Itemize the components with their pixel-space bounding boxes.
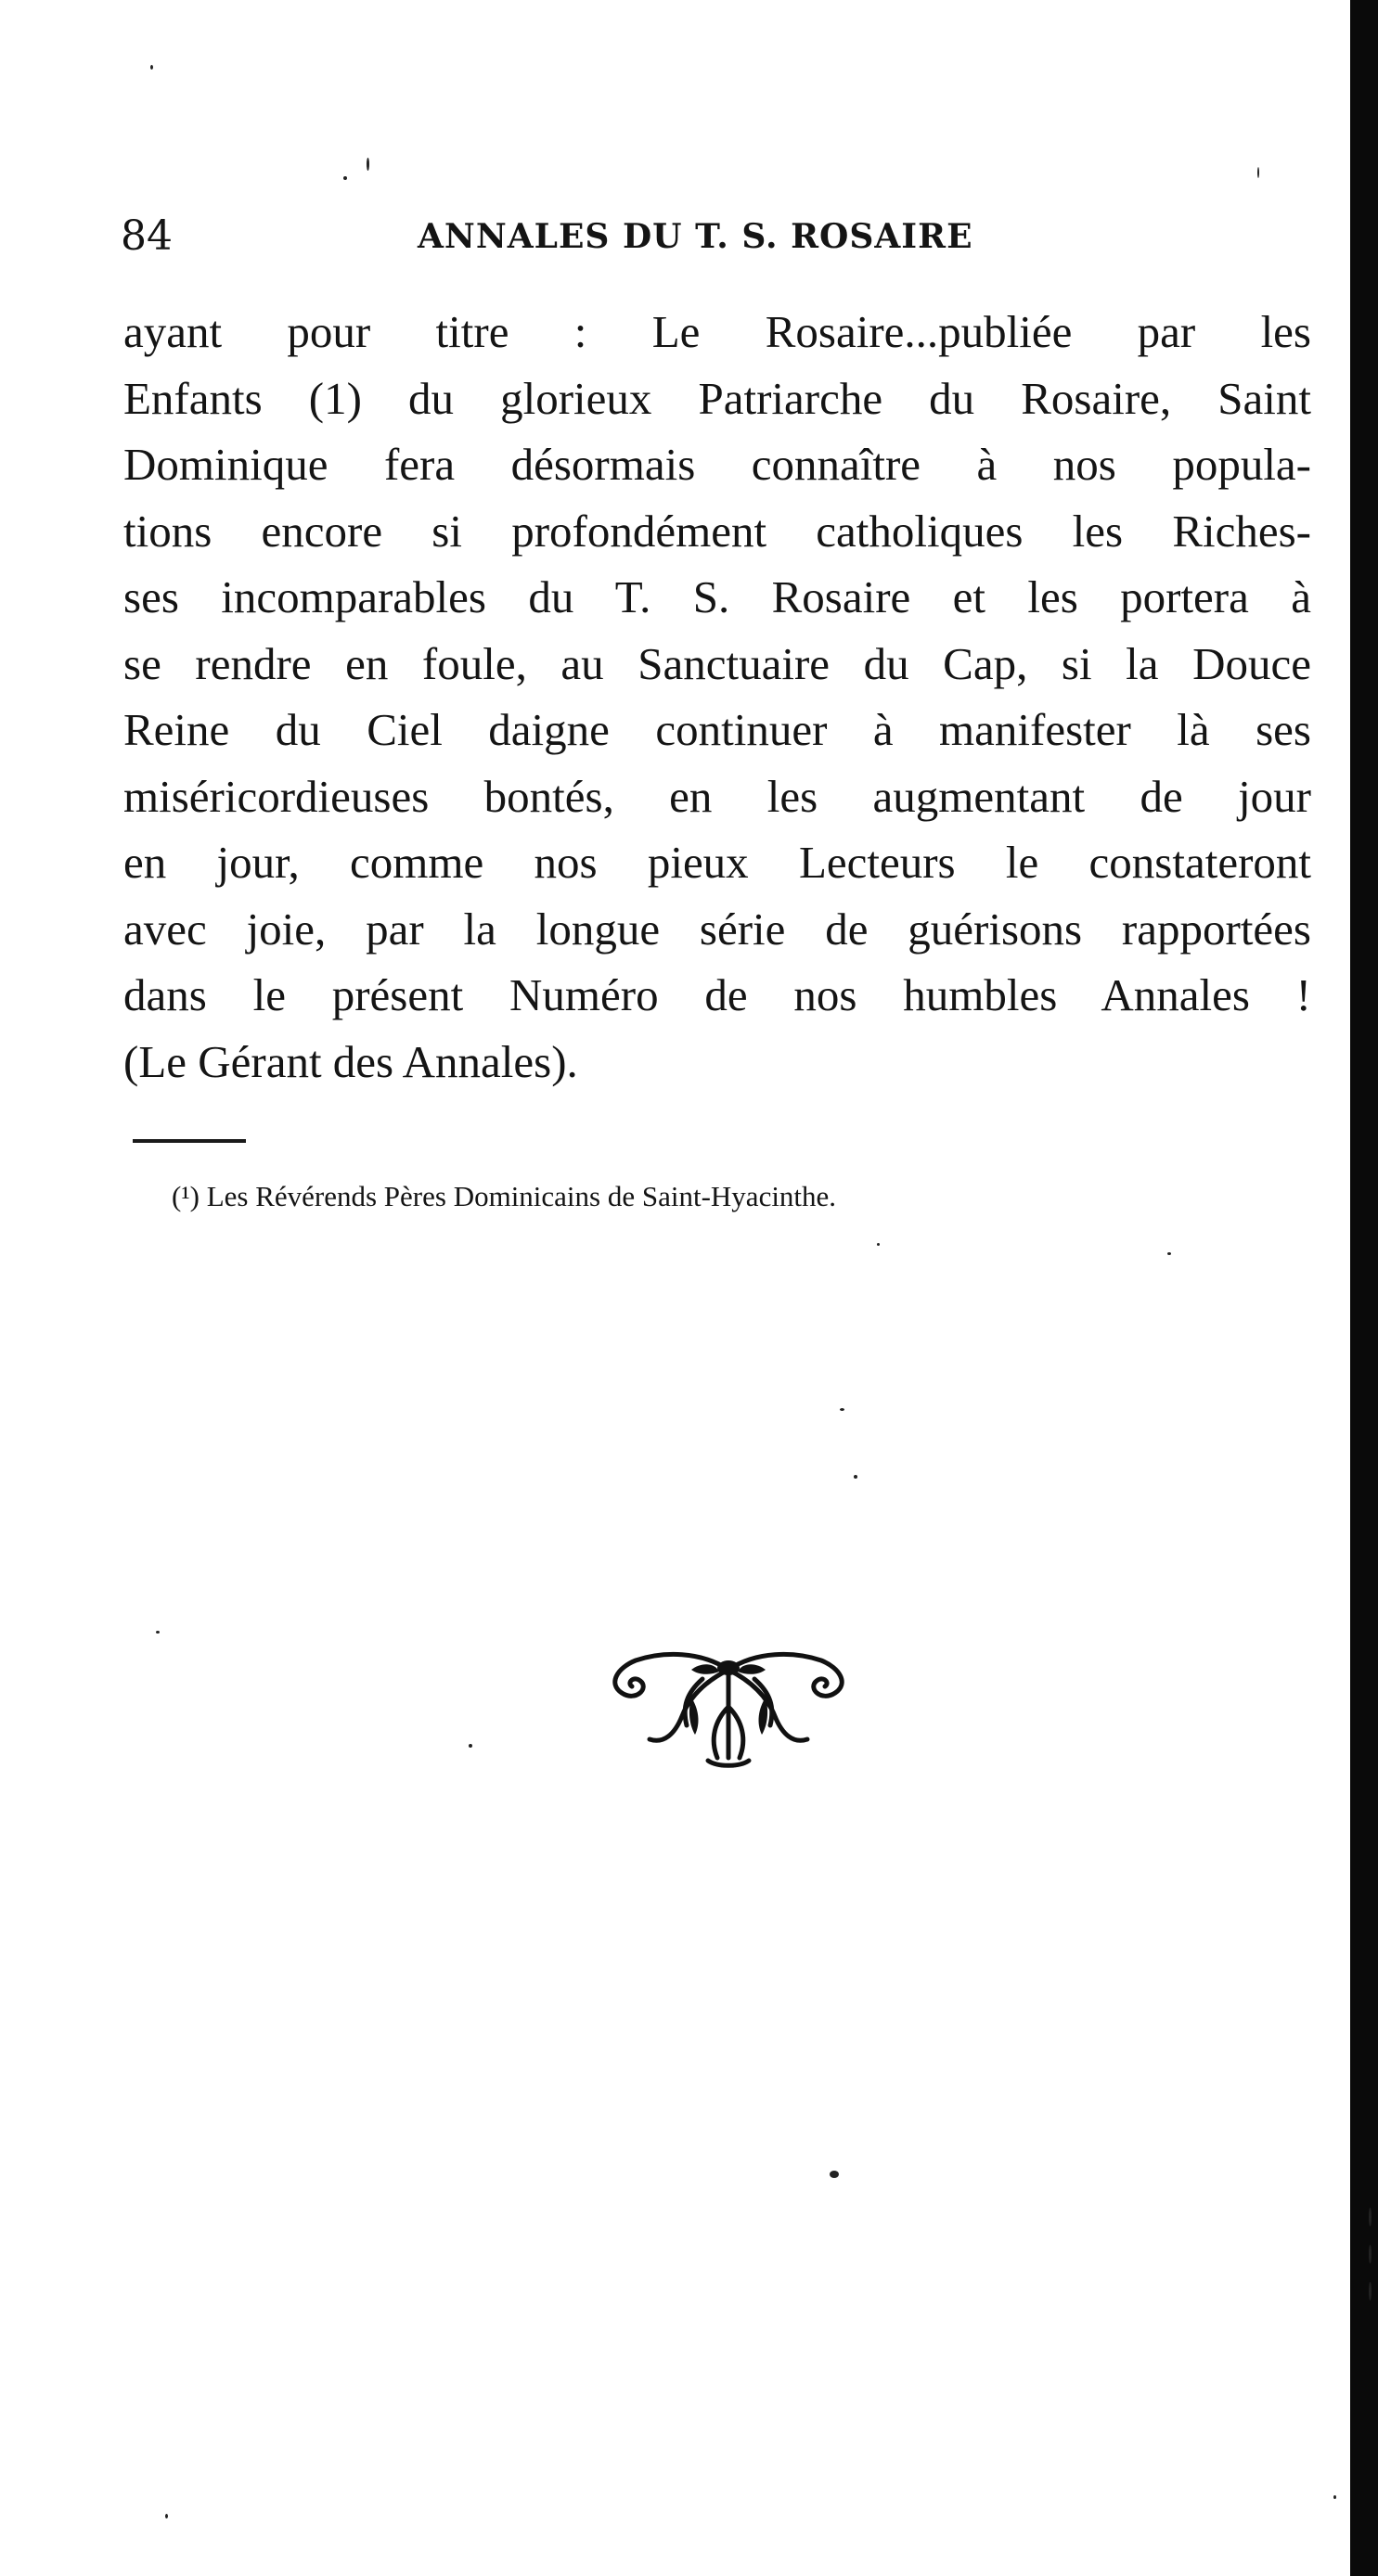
scan-speck bbox=[1257, 167, 1259, 178]
scan-speck bbox=[1369, 2245, 1372, 2263]
page-number: 84 bbox=[121, 212, 173, 260]
fleuron-ornament-icon bbox=[599, 1642, 858, 1772]
text-line: ses incomparables du T. S. Rosaire et les portera à bbox=[123, 571, 1311, 622]
text-line: avec joie, par la longue série de guérisons rapportées bbox=[123, 903, 1311, 955]
text-line: Reine du Ciel daigne continuer à manifester là ses bbox=[123, 704, 1311, 755]
footnote: (¹) Les Révérends Pères Dominicains de Saint-Hyacinthe. bbox=[172, 1180, 837, 1212]
scan-speck bbox=[150, 65, 153, 70]
scan-speck bbox=[830, 2171, 839, 2178]
scan-speck bbox=[1369, 2282, 1372, 2300]
text-line: dans le présent Numéro de nos humbles Annales ! bbox=[123, 969, 1311, 1020]
scan-speck bbox=[343, 176, 347, 180]
footnote-divider bbox=[133, 1139, 246, 1143]
scan-speck bbox=[854, 1475, 857, 1479]
scan-speck bbox=[165, 2514, 168, 2518]
page-header bbox=[121, 204, 1299, 269]
text-line: Enfants (1) du glorieux Patriarche du Rosaire, Saint bbox=[123, 372, 1311, 424]
text-line: Dominique fera désormais connaître à nos popula- bbox=[123, 439, 1311, 490]
text-line: se rendre en foule, au Sanctuaire du Cap, si la Douce bbox=[123, 637, 1311, 689]
text-line: ayant pour titre : Le Rosaire...publiée par les bbox=[123, 306, 1311, 357]
scan-speck bbox=[1333, 2495, 1336, 2499]
scan-speck bbox=[877, 1243, 880, 1246]
text-line: en jour, comme nos pieux Lecteurs le constateront bbox=[123, 837, 1311, 888]
scan-speck bbox=[156, 1631, 160, 1634]
signature-line: (Le Gérant des Annales). bbox=[123, 1035, 578, 1087]
scan-speck bbox=[1167, 1252, 1171, 1255]
body-paragraph bbox=[123, 299, 1311, 1095]
text-line: tions encore si profondément catholiques les Riches- bbox=[123, 505, 1311, 557]
scan-speck bbox=[469, 1744, 472, 1748]
text-line: miséricordieuses bontés, en les augmentant de jour bbox=[123, 770, 1311, 822]
scan-speck bbox=[367, 158, 369, 171]
scan-speck bbox=[1369, 2208, 1372, 2226]
scan-speck bbox=[840, 1408, 844, 1411]
running-head: ANNALES DU T. S. ROSAIRE bbox=[418, 217, 973, 256]
page-edge-shadow bbox=[1350, 0, 1378, 2576]
